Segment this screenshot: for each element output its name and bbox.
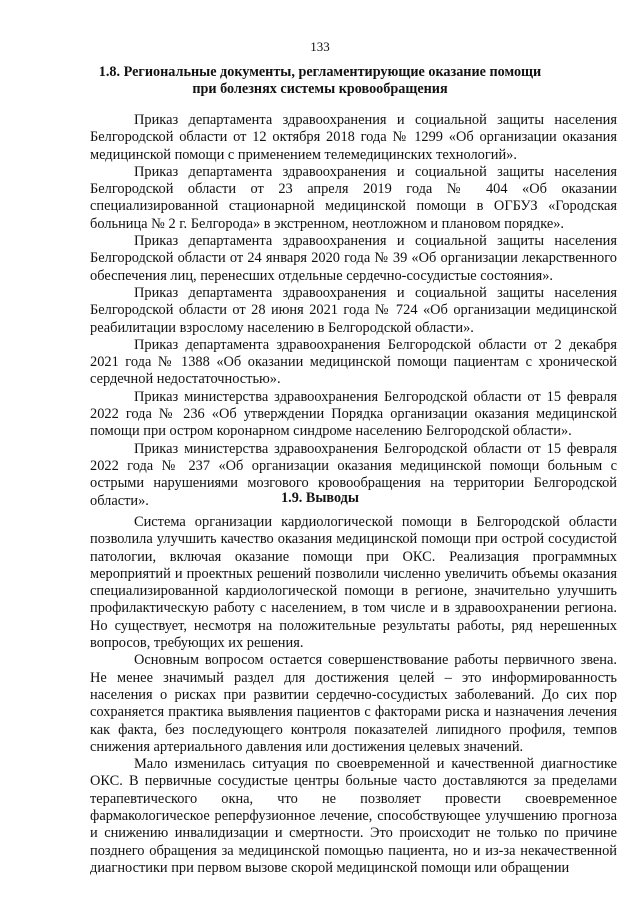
conclusion-paragraph: Мало изменилась ситуация по своевременной и качественной диагностике ОКС. В первичные сосудистые центры больные часто доставляются за пределами терапевтического окна, что не позволяет провести своевременное фармакологическое реперфузионное лечение, способствующее улучшению прогноза и снижению инвалидизации и смертности. Это происходит не только по причине позднего обращения за медицинской помощью пациента, но и из-за некачественной диагностики при первом вызове скорой медицинской помощи или обращении: [90, 756, 617, 876]
page-number: 133: [310, 39, 330, 54]
order-paragraph: Приказ департамента здравоохранения и социальной защиты населения Белгородской области от 23 апреля 2019 года № 404 «Об оказании специализированной стационарной медицинской помощи в ОГБУЗ «Городская больница № 2 г. Белгорода» в экстренном, неотложном и плановом порядке».: [90, 163, 617, 232]
section-1-8-title-line2: при болезнях системы кровообращения: [192, 81, 448, 97]
conclusion-paragraph: Система организации кардиологической помощи в Белгородской области позволила улучшить качество оказания медицинской помощи при острой сосудистой патологии, включая оказание помощи при ОКС. Реализация программных мероприятий и проектных решений позволили численно увеличить объемы оказания специализированной кардиологической помощи в регионе, значительно улучшить профилактическую работу с населением, в том числе и в здравоохранении региона. Но существует, несмотря на положительные результаты работы, ряд нерешенных вопросов, требующих их решения.: [90, 514, 617, 652]
order-paragraph: Приказ департамента здравоохранения и социальной защиты населения Белгородской области от 12 октября 2018 года № 1299 «Об организации оказания медицинской помощи с применением телемедицинских технологий».: [90, 112, 617, 163]
conclusion-paragraph: Основным вопросом остается совершенствование работы первичного звена. Не менее значимый раздел для достижения целей – это информированность населения о рисках при развитии сердечно-сосудистых заболеваний. До сих пор сохраняется практика выявления пациентов с факторами риска и назначения лечения как факта, без последующего контроля показателей липидного профиля, темпов снижения артериального давления или достижения целевых значений.: [90, 652, 617, 755]
order-paragraph: Приказ министерства здравоохранения Белгородской области от 15 февраля 2022 года № 237 «Об организации оказания медицинской помощи больным с острыми нарушениями мозгового кровообращения на территории Белгородской области».: [90, 440, 617, 509]
section-1-8-title-line1: 1.8. Региональные документы, регламентирующие оказание помощи: [98, 64, 542, 80]
order-paragraph: Приказ министерства здравоохранения Белгородской области от 15 февраля 2022 года № 236 «Об утверждении Порядка организации оказания медицинской помощи при остром коронарном синдроме населению Белгородской области».: [90, 388, 617, 440]
section-1-9-body: [90, 514, 617, 877]
section-1-9-heading: 1.9. Выводы: [281, 490, 359, 506]
order-paragraph: Приказ департамента здравоохранения Белгородской области от 2 декабря 2021 года № 1388 «Об оказании медицинской помощи пациентам с хронической сердечной недостаточностью».: [90, 336, 617, 388]
section-1-8-heading: [90, 64, 550, 98]
order-paragraph: Приказ департамента здравоохранения и социальной защиты населения Белгородской области от 28 июня 2021 года № 724 «Об организации медицинской реабилитации взрослому населению в Белгородской области».: [90, 284, 617, 336]
order-paragraph: Приказ департамента здравоохранения и социальной защиты населения Белгородской области от 24 января 2020 года № 39 «Об организации лекарственного обеспечения лиц, перенесших отдельные сердечно-сосудистые состояния».: [90, 233, 617, 284]
section-1-8-body: [90, 112, 617, 510]
